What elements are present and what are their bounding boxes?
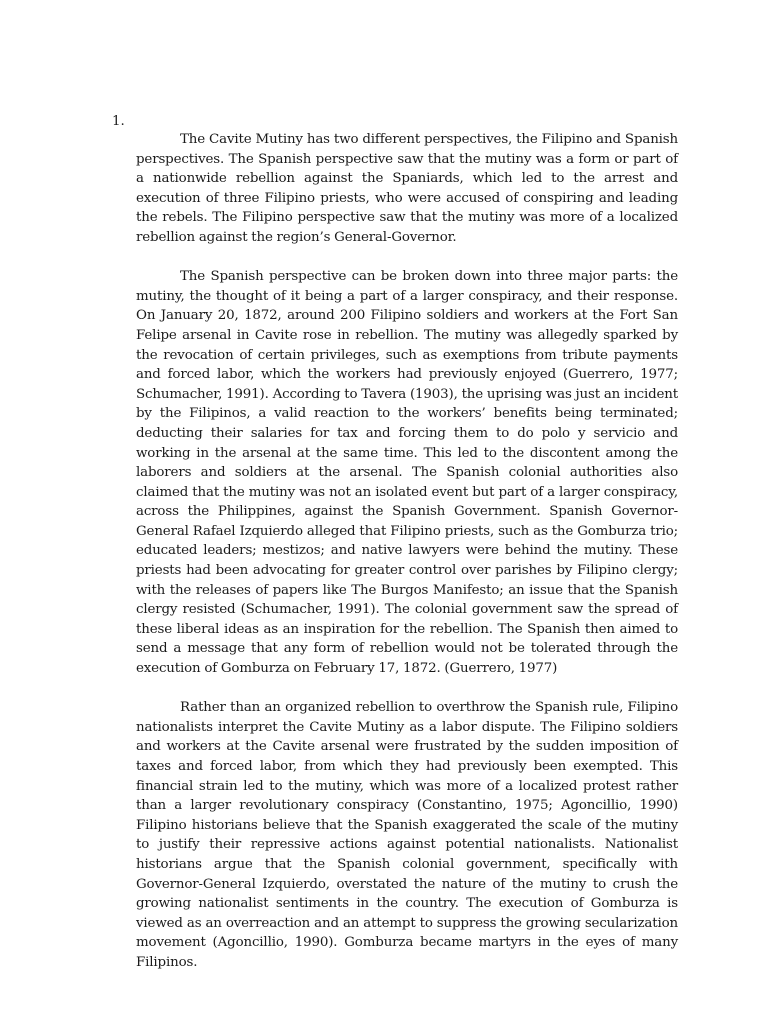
item-number: 1. [112,114,125,129]
paragraph-perspectives-overview: The Cavite Mutiny has two different perspectives, the Filipino and Spanish perspectives. The Spanish perspective saw that the mutiny was a form or part of a nationwide rebellion against the Spaniards, which led to the arrest and execution of three Filipino priests, who were accused of conspiring and leading the rebels. The Filipino perspective saw that the mutiny was more of a localized rebellion against the region’s General-Governor. [136,132,678,245]
document-body [136,130,678,973]
paragraph-filipino-perspective: Rather than an organized rebellion to overthrow the Spanish rule, Filipino nationalists interpret the Cavite Mutiny as a labor dispute. The Filipino soldiers and workers at the Cavite arsenal were frustrated by the sudden imposition of taxes and forced labor, from which they had previously been exempted. This financial strain led to the mutiny, which was more of a localized protest rather than a larger revolutionary conspiracy (Constantino, 1975; Agoncillio, 1990) Filipino historians believe that the Spanish exaggerated the scale of the mutiny to justify their repressive actions against potential nationalists. Nationalist historians argue that the Spanish colonial government, specifically with Governor-General Izquierdo, overstated the nature of the mutiny to crush the growing nationalist sentiments in the country. The execution of Gomburza is viewed as an overreaction and an attempt to suppress the growing secularization movement (Agoncillio, 1990). Gomburza became martyrs in the eyes of many Filipinos. [136,700,678,970]
paragraph-spanish-perspective: The Spanish perspective can be broken down into three major parts: the mutiny, the thought of it being a part of a larger conspiracy, and their response. On January 20, 1872, around 200 Filipino soldiers and workers at the Fort San Felipe arsenal in Cavite rose in rebellion. The mutiny was allegedly sparked by the revocation of certain privileges, such as exemptions from tribute payments and forced labor, which the workers had previously enjoyed (Guerrero, 1977; Schumacher, 1991). According to Tavera (1903), the uprising was just an incident by the Filipinos, a valid reaction to the workers’ benefits being terminated; deducting their salaries for tax and forcing them to do polo y servicio and working in the arsenal at the same time. This led to the discontent among the laborers and soldiers at the arsenal. The Spanish colonial authorities also claimed that the mutiny was not an isolated event but part of a larger conspiracy, across the Philippines, against the Spanish Government. Spanish Governor-General Rafael Izquierdo alleged that Filipino priests, such as the Gomburza trio; educated leaders; mestizos; and native lawyers were behind the mutiny. These priests had been advocating for greater control over parishes by Filipino clergy; with the releases of papers like The Burgos Manifesto; an issue that the Spanish clergy resisted (Schumacher, 1991). The colonial government saw the spread of these liberal ideas as an inspiration for the rebellion. The Spanish then aimed to send a message that any form of rebellion would not be tolerated through the execution of Gomburza on February 17, 1872. (Guerrero, 1977) [136,269,678,677]
